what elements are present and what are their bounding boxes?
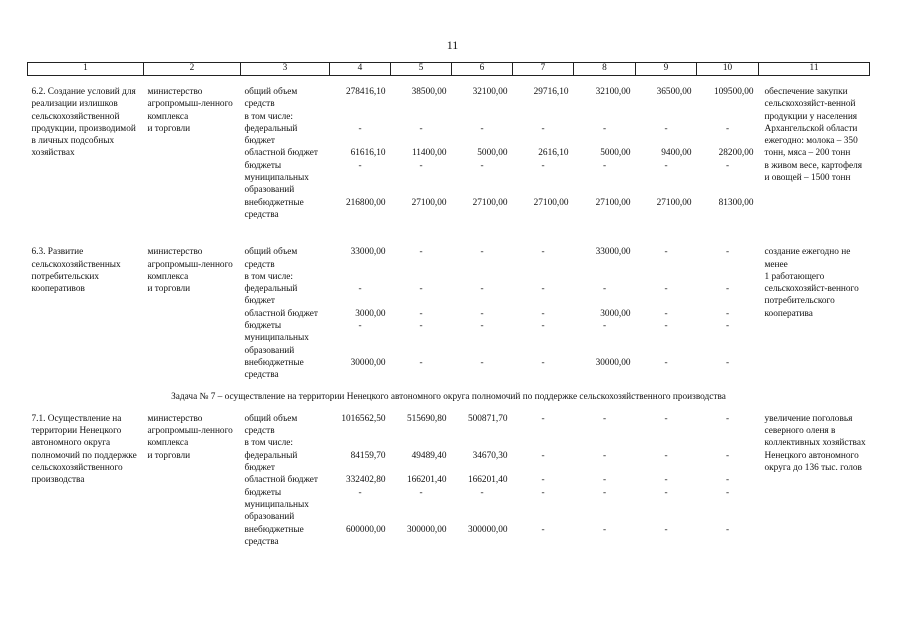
funding-value: 500871,70	[467, 413, 508, 424]
funding-value: -	[602, 524, 607, 535]
funding-value: 11400,00	[411, 148, 447, 159]
column-header: 2	[144, 63, 241, 76]
funding-value: -	[664, 160, 668, 171]
funding-value: -	[541, 247, 545, 258]
funding-value: 34670,30	[472, 450, 508, 461]
funding-value	[330, 437, 391, 449]
funding-value: -	[664, 487, 668, 498]
spacer-cell	[28, 221, 870, 246]
funding-value: 300000,00	[406, 524, 447, 535]
funding-value: 216800,00	[345, 197, 386, 208]
funding-value: -	[480, 160, 484, 171]
funding-value: 61616,10	[350, 148, 386, 159]
funding-value: -	[419, 284, 423, 295]
funding-value: 27100,00	[533, 197, 569, 208]
funding-value	[574, 111, 636, 123]
executor-name: министерство агропромыш-ленного комплекса и торговли	[147, 87, 233, 134]
funding-value: 27100,00	[411, 197, 447, 208]
funding-value	[330, 271, 391, 283]
funding-value: 28200,00	[718, 148, 754, 159]
funding-value: -	[602, 450, 607, 461]
funding-value: -	[725, 247, 730, 258]
funding-value: 29716,10	[533, 87, 569, 97]
measure-name: 7.1. Осуществление на территории Ненецкого автономного округа полномочий по поддержке сельскохозяйственного производства	[31, 413, 137, 486]
funding-value: -	[419, 308, 423, 319]
funding-value: -	[725, 160, 730, 171]
funding-value: -	[602, 475, 607, 486]
funding-value: -	[602, 123, 607, 134]
funding-value: -	[602, 413, 607, 424]
funding-value: -	[541, 357, 545, 368]
funding-value: -	[480, 123, 484, 134]
table-row	[28, 76, 870, 111]
funding-value: -	[725, 524, 730, 535]
funding-value: 84159,70	[350, 450, 386, 461]
funding-value: 33000,00	[595, 247, 631, 258]
funding-value	[697, 111, 759, 123]
executor-name: министерство агропромыш-ленного комплекса и торговли	[147, 413, 233, 461]
funding-value: -	[419, 160, 423, 171]
funding-source-label: общий объем средств	[244, 413, 298, 437]
funding-value: -	[541, 308, 545, 319]
funding-value: -	[725, 450, 730, 461]
funding-value: 5000,00	[600, 148, 631, 159]
funding-value: -	[480, 357, 484, 368]
funding-value: -	[664, 284, 668, 295]
funding-value: -	[419, 487, 423, 498]
funding-value: -	[602, 487, 607, 498]
column-header: 9	[636, 63, 697, 76]
funding-value: 2616,10	[538, 148, 569, 159]
funding-value: 30000,00	[350, 357, 386, 368]
funding-value: 30000,00	[595, 357, 631, 368]
spacer-row	[28, 382, 870, 389]
column-header: 6	[452, 63, 513, 76]
funding-value: 166201,40	[406, 475, 447, 486]
funding-value	[513, 271, 574, 283]
funding-value: 32100,00	[472, 87, 508, 97]
page-number: 11	[446, 38, 459, 52]
funding-value: 3000,00	[600, 308, 631, 319]
funding-source-label: общий объем средств	[244, 87, 298, 110]
funding-value	[391, 437, 452, 449]
funding-value: -	[358, 123, 362, 134]
funding-value: -	[725, 413, 730, 424]
funding-value: 515690,80	[406, 413, 447, 424]
funding-value: 278416,10	[345, 87, 386, 97]
expected-result: обеспечение закупки сельскохозяйст-венной продукции у населения Архангельской области ежегодно: молока – 350 тонн, мяса – 200 тонн в живом весе, картофеля и овощей – 1500 тонн	[764, 87, 863, 184]
funding-source-label: бюджеты муниципальных образований	[244, 321, 309, 356]
funding-value: 81300,00	[718, 197, 754, 208]
funding-value: -	[541, 321, 545, 332]
funding-value: 3000,00	[355, 308, 386, 319]
funding-value: -	[664, 247, 668, 258]
funding-value: -	[725, 321, 730, 332]
funding-source-label: в том числе:	[244, 271, 293, 282]
funding-value: -	[725, 475, 730, 486]
funding-source-label: федеральный бюджет	[244, 123, 298, 147]
funding-value: 332402,80	[345, 475, 386, 486]
column-header: 3	[241, 63, 330, 76]
funding-value: -	[419, 321, 423, 332]
funding-source-label: областной бюджет	[244, 308, 318, 319]
funding-value: 109500,00	[713, 87, 754, 97]
funding-value: -	[358, 321, 362, 332]
funding-value: -	[541, 160, 545, 171]
funding-source-label: бюджеты муниципальных образований	[244, 160, 309, 196]
funding-value: 38500,00	[411, 87, 447, 97]
funding-value: -	[541, 487, 545, 498]
funding-value: -	[602, 321, 607, 332]
column-header: 11	[759, 63, 870, 76]
funding-value	[574, 271, 636, 283]
funding-source-label: областной бюджет	[244, 475, 318, 486]
funding-value: -	[725, 284, 730, 295]
funding-value: -	[541, 284, 545, 295]
spacer-row	[28, 221, 870, 246]
column-header: 10	[697, 63, 759, 76]
funding-value: -	[664, 321, 668, 332]
funding-value	[330, 111, 391, 123]
funding-value: 36500,00	[656, 87, 692, 97]
funding-value: 9400,00	[661, 148, 692, 159]
expected-result: создание ежегодно не менее 1 работающего сельскохозяйст-венного потребительского кооператива	[764, 247, 859, 319]
funding-value	[452, 271, 513, 283]
task-heading: Задача № 7 – осуществление на территории Ненецкого автономного округа полномочий по поддержке сельскохозяйственного производства	[171, 391, 726, 402]
funding-value: -	[541, 123, 545, 134]
funding-value: -	[419, 247, 423, 258]
funding-value: -	[541, 524, 545, 535]
funding-value: -	[602, 160, 607, 171]
funding-value	[452, 111, 513, 123]
funding-value: 5000,00	[477, 148, 508, 159]
funding-value	[636, 271, 697, 283]
funding-value: -	[480, 487, 484, 498]
funding-value: 27100,00	[656, 197, 692, 208]
executor-name: министерство агропромыш-ленного комплекса и торговли	[147, 247, 233, 295]
column-header: 5	[391, 63, 452, 76]
expected-result: увеличение поголовья северного оленя в коллективных хозяйствах Ненецкого автономного округа до 136 тыс. голов	[764, 413, 866, 474]
funding-value: 33000,00	[350, 247, 386, 258]
funding-source-label: в том числе:	[244, 111, 293, 122]
funding-value	[574, 437, 636, 449]
table-row	[28, 413, 870, 438]
funding-value: -	[419, 123, 423, 134]
funding-value: -	[480, 284, 484, 295]
funding-value: -	[664, 357, 668, 368]
funding-value: 600000,00	[345, 524, 386, 535]
funding-value: -	[480, 308, 484, 319]
funding-source-label: федеральный бюджет	[244, 284, 298, 307]
measure-name: 6.3. Развитие сельскохозяйственных потребительских кооперативов	[31, 247, 121, 295]
funding-source-label: общий объем средств	[244, 247, 298, 270]
funding-value: 27100,00	[595, 197, 631, 208]
funding-value	[697, 437, 759, 449]
funding-value: -	[725, 487, 730, 498]
funding-value: 166201,40	[467, 475, 508, 486]
funding-value: -	[664, 308, 668, 319]
spacer-cell	[28, 382, 870, 389]
funding-value	[391, 271, 452, 283]
funding-value: -	[664, 475, 668, 486]
spacer-cell	[28, 406, 870, 413]
funding-source-label: федеральный бюджет	[244, 450, 298, 474]
measure-name: 6.2. Создание условий для реализации излишков сельскохозяйственной продукции, производимой в личных подсобных хозяйствах	[31, 87, 136, 159]
funding-value: -	[480, 247, 484, 258]
table-row	[28, 246, 870, 271]
funding-value: -	[664, 123, 668, 134]
funding-source-label: внебюджетные средства	[244, 524, 304, 547]
funding-value: 300000,00	[467, 524, 508, 535]
funding-value: -	[358, 284, 362, 295]
column-header: 8	[574, 63, 636, 76]
funding-value	[697, 271, 759, 283]
funding-value: -	[725, 357, 730, 368]
spacer-row	[28, 406, 870, 413]
funding-value: -	[358, 160, 362, 171]
funding-value	[636, 111, 697, 123]
program-table	[27, 62, 870, 548]
funding-source-label: бюджеты муниципальных образований	[244, 487, 309, 523]
funding-value: -	[725, 308, 730, 319]
funding-value: 49489,40	[411, 450, 447, 461]
funding-value: -	[480, 321, 484, 332]
column-header: 1	[28, 63, 144, 76]
funding-value	[636, 437, 697, 449]
funding-source-label: внебюджетные средства	[244, 357, 304, 381]
funding-value: -	[602, 284, 607, 295]
funding-value	[513, 111, 574, 123]
funding-value: -	[664, 524, 668, 535]
funding-value: -	[664, 450, 668, 461]
funding-value: -	[541, 450, 545, 461]
funding-value: -	[664, 413, 668, 424]
funding-value: 27100,00	[472, 197, 508, 208]
column-header: 7	[513, 63, 574, 76]
column-number-row	[28, 63, 870, 76]
funding-value: -	[419, 357, 423, 368]
funding-value: 1016562,50	[341, 413, 386, 424]
funding-value: -	[541, 475, 545, 486]
task-heading-row	[28, 389, 870, 406]
funding-source-label: в том числе:	[244, 438, 293, 449]
funding-source-label: внебюджетные средства	[244, 197, 304, 220]
funding-value	[452, 437, 513, 449]
funding-value: -	[541, 413, 545, 424]
funding-value	[513, 437, 574, 449]
funding-source-label: областной бюджет	[244, 148, 318, 159]
funding-value: -	[725, 123, 730, 134]
funding-value	[391, 111, 452, 123]
funding-value: -	[358, 487, 362, 498]
funding-value: 32100,00	[595, 87, 631, 97]
column-header: 4	[330, 63, 391, 76]
